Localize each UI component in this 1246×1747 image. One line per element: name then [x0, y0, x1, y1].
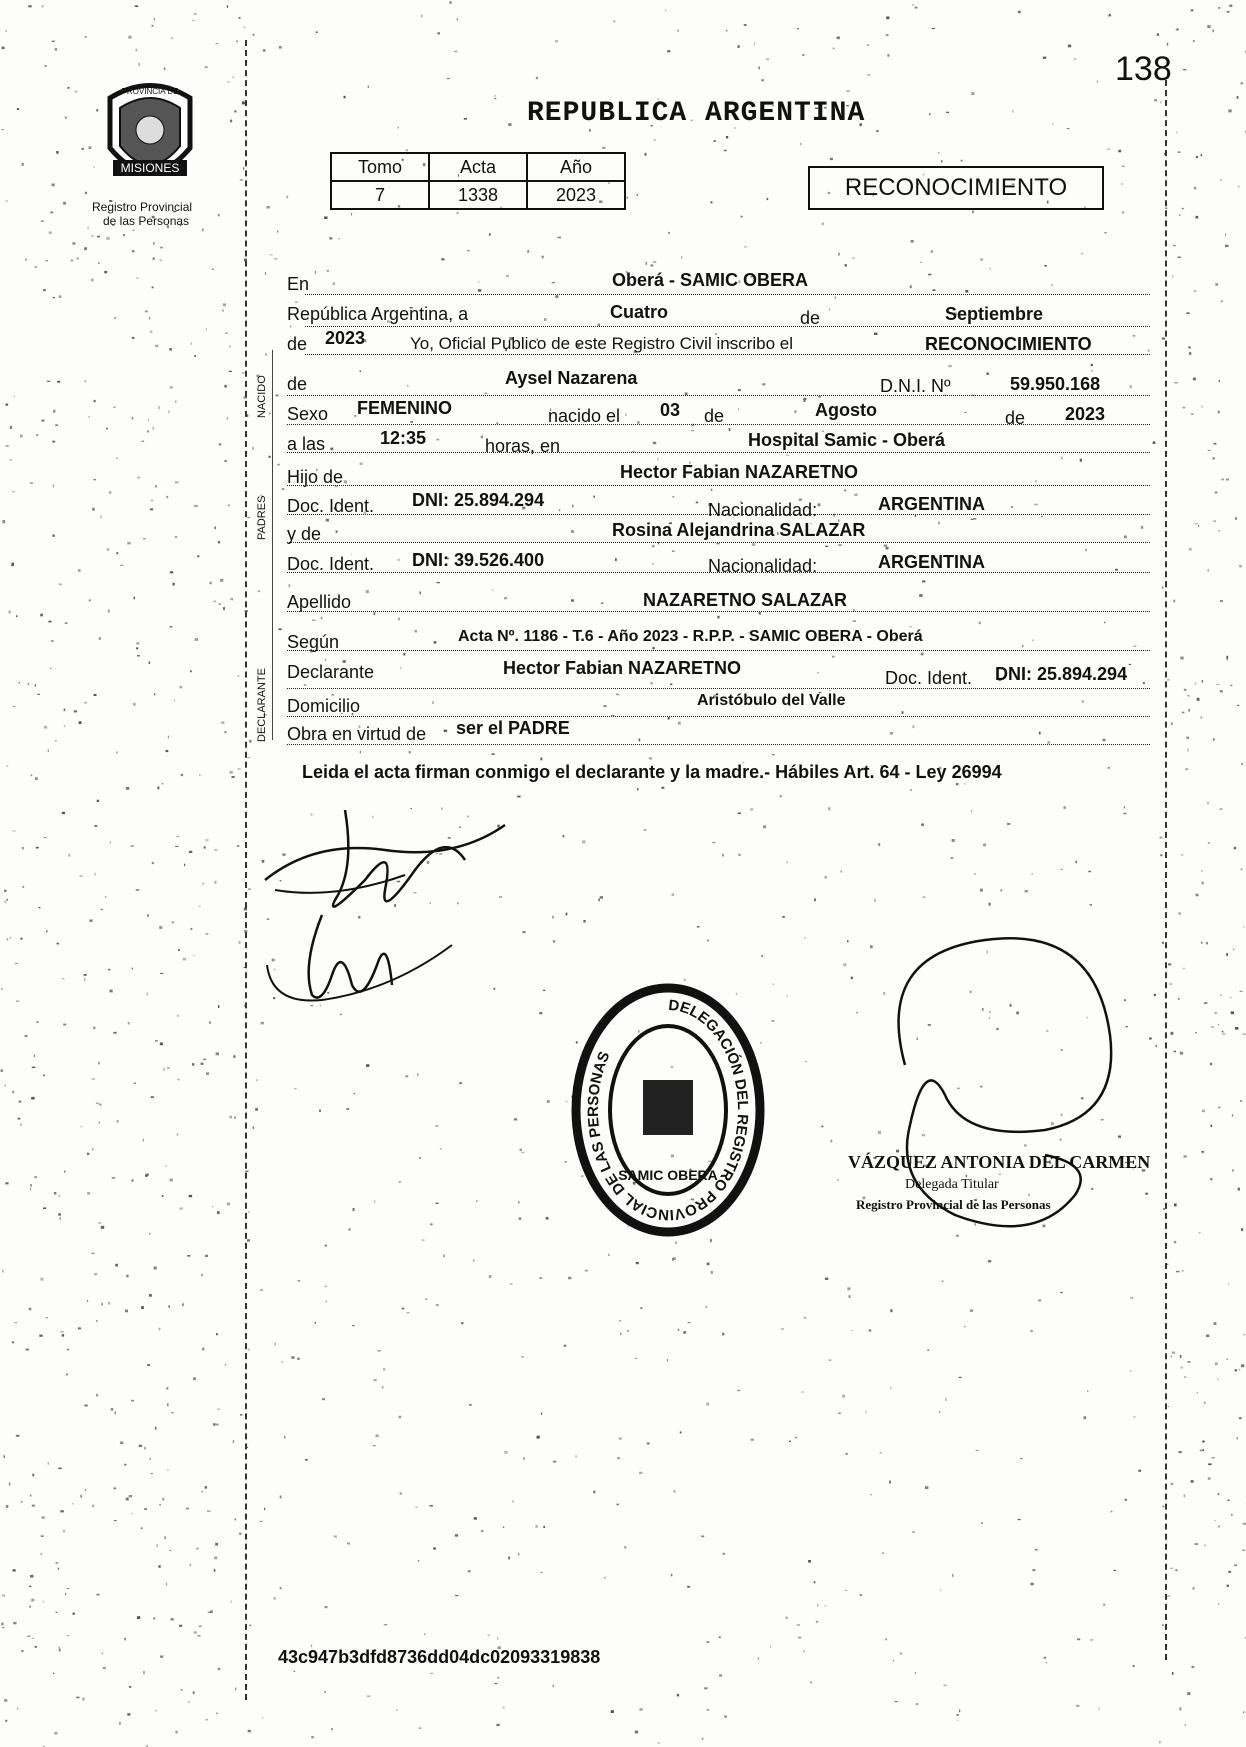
dotline: [287, 716, 1150, 717]
dni-label: D.N.I. Nº: [880, 376, 951, 396]
dotline: [287, 650, 1150, 651]
dia-nacimiento: 03: [660, 400, 681, 420]
lugar-value: Hospital Samic - Oberá: [748, 430, 946, 450]
dni-value: 59.950.168: [1010, 374, 1101, 394]
mes-value: Septiembre: [945, 304, 1044, 324]
logo-caption-1: Registro Provincial: [92, 200, 193, 214]
dia-value: Cuatro: [610, 302, 668, 322]
de-label: de: [800, 308, 821, 328]
signature-official: [815, 915, 1135, 1245]
obra-label: Obra en virtud de: [287, 724, 427, 744]
doc2-label: Doc. Ident.: [287, 554, 375, 574]
sexo-label: Sexo: [287, 404, 329, 424]
stamp-ring-text: DELEGACIÓN DEL REGISTRO PROVINCIAL DE LAS PERSONAS: [584, 996, 752, 1224]
document-type: RECONOCIMIENTO: [844, 174, 1068, 201]
tomo-value: 7: [331, 181, 429, 209]
section-declarante: DECLARANTE: [256, 668, 268, 742]
tomo-acta-anio-table: [330, 152, 626, 210]
signature-madre: [262, 905, 462, 1015]
dotline: [305, 294, 1150, 295]
nacido-label: nacido el: [548, 406, 621, 426]
de4-label: de: [704, 406, 725, 426]
segun-label: Según: [287, 632, 340, 652]
dotline: [287, 452, 1150, 453]
acta-value: 1338: [429, 181, 527, 209]
official-stamp: [568, 980, 768, 1240]
alas-label: a las: [287, 434, 326, 454]
nac1-label: Nacionalidad:: [708, 500, 818, 520]
province-logo: [95, 78, 205, 196]
logo-caption-2: de las Personas: [103, 214, 190, 228]
madre-value: Rosina Alejandrina SALAZAR: [612, 520, 866, 540]
republica-label: República Argentina, a: [287, 304, 469, 324]
document-hash: 43c947b3dfd8736dd04dc02093319838: [278, 1647, 601, 1667]
mes-nacimiento: Agosto: [815, 400, 877, 420]
apellido-label: Apellido: [287, 592, 352, 612]
nac2-label: Nacionalidad:: [708, 556, 818, 576]
logo-band-text: MISIONES: [120, 161, 180, 175]
dotline: [287, 485, 1150, 486]
doc3-value: DNI: 25.894.294: [995, 664, 1128, 684]
domicilio-value: Aristóbulo del Valle: [697, 692, 846, 709]
anio-nacimiento: 2023: [1065, 404, 1106, 424]
nac1-value: ARGENTINA: [878, 494, 985, 514]
nombre-value: Aysel Nazarena: [505, 368, 638, 388]
doc1-value: DNI: 25.894.294: [412, 490, 545, 510]
dotline: [305, 326, 1150, 327]
declarante-value: Hector Fabian NAZARETNO: [503, 658, 742, 678]
section-nacido: NACIDO: [256, 375, 268, 418]
official-title: Delegada Titular: [905, 1177, 999, 1192]
segun-value: Acta Nº. 1186 - T.6 - Año 2023 - R.P.P. - SAMIC OBERA - Oberá: [458, 628, 923, 645]
coat-of-arms-icon: [95, 78, 205, 196]
right-margin-line: [1165, 80, 1167, 1660]
official-office: Registro Provincial de las Personas: [856, 1197, 1051, 1212]
en-value: Oberá - SAMIC OBERA: [612, 270, 809, 290]
en-label: En: [287, 274, 310, 294]
nac2-value: ARGENTINA: [878, 552, 985, 572]
domicilio-label: Domicilio: [287, 696, 361, 716]
hijo-label: Hijo de: [287, 467, 344, 487]
section-padres: PADRES: [256, 495, 268, 540]
acto-value: RECONOCIMIENTO: [925, 334, 1092, 354]
dotline: [287, 542, 1150, 543]
acta-header: Acta: [429, 153, 527, 181]
dotline: [287, 611, 1150, 612]
doc1-label: Doc. Ident.: [287, 496, 375, 516]
page-number: 138: [1115, 50, 1172, 88]
de5-label: de: [1005, 408, 1026, 428]
doc2-value: DNI: 39.526.400: [412, 550, 545, 570]
dotline: [287, 395, 1150, 396]
anio-registro: 2023: [325, 328, 366, 348]
sexo-value: FEMENINO: [357, 398, 453, 418]
de3-label: de: [287, 374, 308, 394]
hora-value: 12:35: [380, 428, 427, 448]
horas-label: horas, en: [485, 436, 561, 456]
padre-value: Hector Fabian NAZARETNO: [620, 462, 859, 482]
apellido-value: NAZARETNO SALAZAR: [643, 590, 847, 610]
section-divider: [272, 350, 273, 740]
closing-text: Leida el acta firman conmigo el declarante y la madre.- Hábiles Art. 64 - Ley 26994: [302, 762, 1002, 782]
document-type-box: [808, 166, 1104, 210]
stamp-center-text: SAMIC OBERA: [618, 1167, 718, 1183]
oficial-text: Yo, Oficial Publico de este Registro Civil inscribo el: [410, 334, 793, 353]
dotline: [287, 688, 1150, 689]
tomo-header: Tomo: [331, 153, 429, 181]
anio-value: 2023: [527, 181, 625, 209]
yde-label: y de: [287, 524, 322, 544]
de2-label: de: [287, 334, 308, 354]
country-title: REPUBLICA ARGENTINA: [527, 98, 866, 129]
doc3-label: Doc. Ident.: [885, 668, 973, 688]
official-name: VÁZQUEZ ANTONIA DEL CARMEN: [848, 1152, 1151, 1172]
obra-value: ser el PADRE: [456, 718, 570, 738]
declarante-label: Declarante: [287, 662, 375, 682]
anio-header: Año: [527, 153, 625, 181]
logo-top-text: PROVINCIA DE: [121, 87, 179, 96]
left-margin-line: [245, 40, 247, 1700]
